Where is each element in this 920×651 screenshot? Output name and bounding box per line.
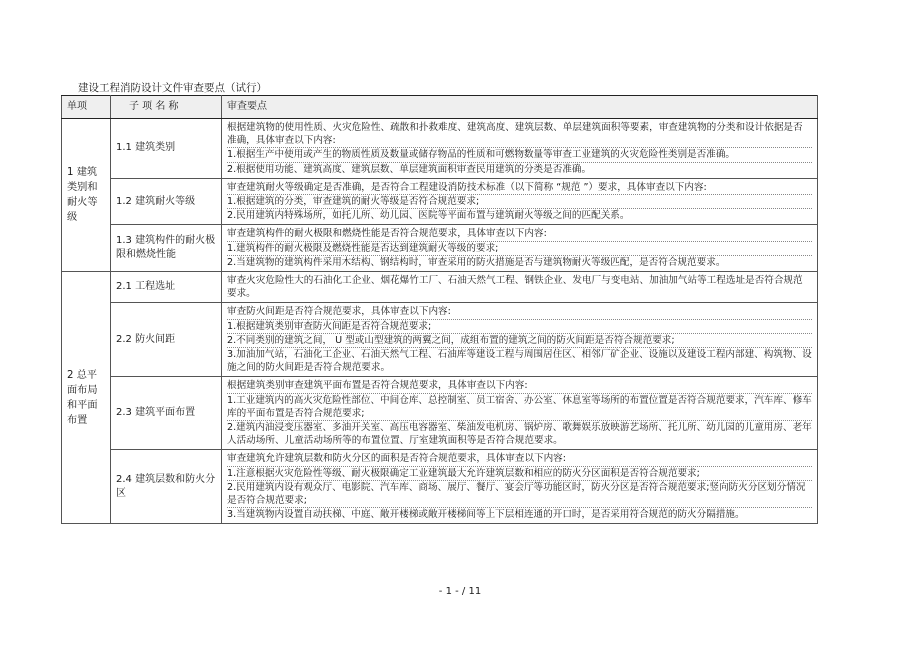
review-point: 3.当建筑物内设置自动扶梯、中庭、敞开楼梯或敞开楼梯间等上下层相连通的开口时，是否采用符合规范的防火分隔措施。	[227, 507, 812, 521]
review-cell	[222, 450, 818, 524]
review-point: 1.根据生产中使用或产生的物质性质及数量或储存物品的性质和可燃物数量等审查工业建筑的火灾危险性类别是否准确。	[227, 147, 812, 161]
review-point: 1.注意根据火灾危险性等级、耐火极限确定工业建筑最大允许建筑层数和相应的防火分区面积是否符合规范要求;	[227, 466, 812, 480]
review-point: 1.工业建筑内的高火灾危险性部位、中间仓库、总控制室、员工宿舍、办公室、休息室等场所的布置位置是否符合规范要求，汽车库、修车库的平面布置是否符合规范要求;	[227, 394, 812, 419]
review-point: 审查防火间距是否符合规范要求，具体审查以下内容:	[227, 306, 451, 318]
table-row	[62, 225, 818, 272]
header-subitem: 子 项 名 称	[111, 96, 222, 119]
review-point: 审查建筑允许建筑层数和防火分区的面积是否符合规范要求，具体审查以下内容:	[227, 453, 567, 465]
table-row	[62, 450, 818, 524]
review-point: 审查建筑耐火等级确定是否准确，是否符合工程建设消防技术标准（以下简称 “规范 ”）要求，具体审查以下内容:	[227, 181, 707, 193]
review-cell	[222, 303, 818, 377]
review-point: 2.根据使用功能、建筑高度、建筑层数、单层建筑面积审查民用建筑的分类是否准确。	[227, 162, 812, 176]
review-point: 1.根据建筑的分类，审查建筑的耐火等级是否符合规范要求;	[227, 194, 812, 208]
subitem-cell: 1.2 建筑耐火等级	[111, 178, 222, 225]
review-point: 2.民用建筑内特殊场所，如托儿所、幼儿园、医院等平面布置与建筑耐火等级之间的匹配关系。	[227, 208, 812, 222]
review-point: 根据建筑类别审查建筑平面布置是否符合规范要求，具体审查以下内容:	[227, 380, 528, 392]
category-cell: 2 总平面布局和平面布置	[62, 272, 111, 524]
review-point: 审查建筑构件的耐火极限和燃烧性能是否符合规范要求，具体审查以下内容:	[227, 228, 547, 240]
review-cell	[222, 119, 818, 179]
table-row	[62, 119, 818, 179]
review-point: 2.不同类别的建筑之间， U 型或山型建筑的两翼之间，成组布置的建筑之间的防火间距是否符合规范要求;	[227, 333, 812, 347]
review-point: 审查火灾危险性大的石油化工企业、烟花爆竹工厂、石油天然气工程、钢铁企业、发电厂与变电站、加油加气站等工程选址是否符合规范要求。	[227, 275, 803, 300]
document-title: 建设工程消防设计文件审查要点（试行）	[78, 82, 267, 94]
subitem-cell: 2.2 防火间距	[111, 303, 222, 377]
review-point: 1.根据建筑类别审查防火间距是否符合规范要求;	[227, 319, 812, 333]
table-header-row	[62, 96, 818, 119]
review-point: 根据建筑物的使用性质、火灾危险性、疏散和扑救难度、建筑高度、建筑层数、单层建筑面积等要素，审查建筑物的分类和设计依据是否准确，具体审查以下内容:	[227, 122, 803, 147]
subitem-cell: 1.3 建筑构件的耐火极限和燃烧性能	[111, 225, 222, 272]
review-cell	[222, 272, 818, 303]
review-cell	[222, 178, 818, 225]
subitem-cell: 2.3 建筑平面布置	[111, 377, 222, 450]
review-point: 2.建筑内油浸变压器室、多油开关室、高压电容器室、柴油发电机房、锅炉房、歌舞娱乐放映游艺场所、托儿所、幼儿园的儿童用房、老年人活动场所、儿童活动场所等的布置位置、厅室建筑面积等是否符合规范要求。	[227, 422, 812, 447]
subitem-cell: 2.4 建筑层数和防火分区	[111, 450, 222, 524]
page-number: - 1 - / 11	[438, 586, 482, 597]
table-row	[62, 272, 818, 303]
header-item: 单项	[62, 96, 111, 119]
category-cell: 1 建筑类别和耐火等级	[62, 119, 111, 272]
review-table	[61, 95, 818, 524]
review-point: 2.当建筑物的建筑构件采用木结构、钢结构时，审查采用的防火措施是否与建筑物耐火等级匹配，是否符合规范要求。	[227, 255, 812, 269]
review-point: 1.建筑构件的耐火极限及燃烧性能是否达到建筑耐火等级的要求;	[227, 241, 812, 255]
table-row	[62, 303, 818, 377]
subitem-cell: 2.1 工程选址	[111, 272, 222, 303]
table-row	[62, 377, 818, 450]
review-cell	[222, 377, 818, 450]
subitem-cell: 1.1 建筑类别	[111, 119, 222, 179]
table-row	[62, 178, 818, 225]
review-cell	[222, 225, 818, 272]
header-review-points: 审查要点	[222, 96, 818, 119]
review-point: 3.加油加气站，石油化工企业、石油天然气工程、石油库等建设工程与周围居住区、相邻厂矿企业、设施以及建设工程内部建、构筑物、设施之间的防火间距是否符合规范要求。	[227, 349, 812, 374]
review-point: 2.民用建筑内设有观众厅、电影院、汽车库、商场、展厅、餐厅、宴会厅等功能区时，防火分区是否符合规范要求;竖向防火分区划分情况是否符合规范要求;	[227, 480, 812, 507]
